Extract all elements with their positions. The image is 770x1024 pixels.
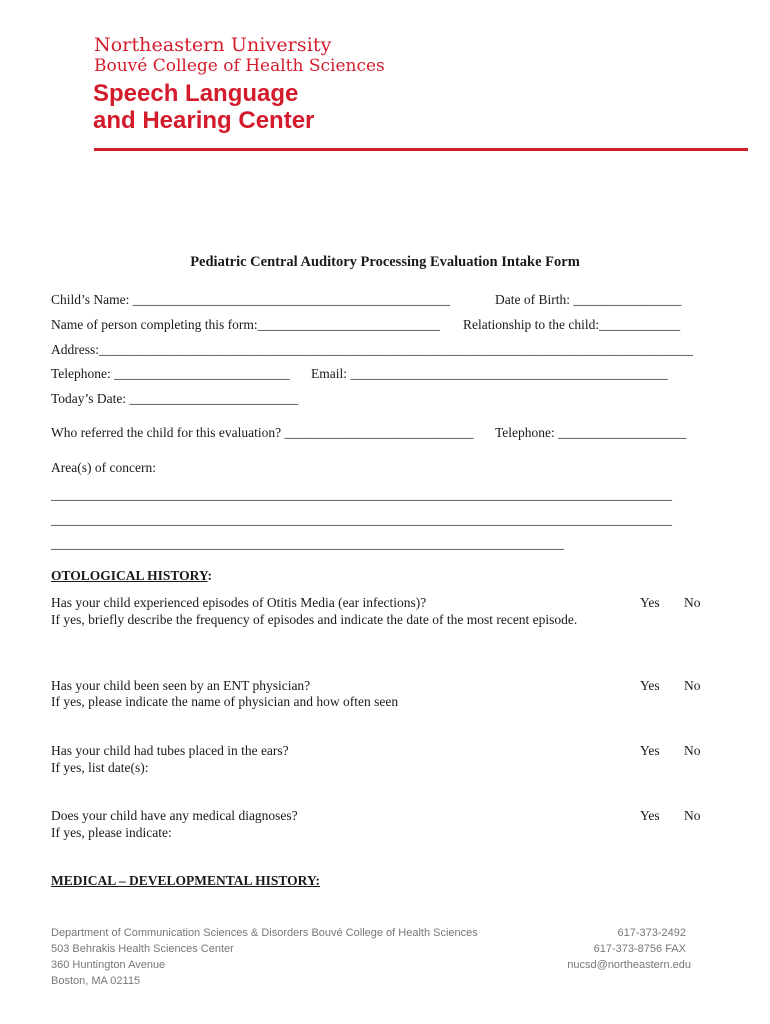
footer-email[interactable]: nucsd@northeastern.edu (567, 959, 691, 971)
footer-phone: 617-373-2492 (617, 927, 686, 939)
concern-line[interactable]: ____________________________________________________________________________________________ (51, 487, 672, 502)
otological-heading-colon: : (207, 568, 212, 583)
header-divider (94, 148, 748, 151)
no-option[interactable]: No (684, 678, 701, 693)
center-name-line1: Speech Language (93, 80, 299, 107)
yes-option[interactable]: Yes (640, 743, 660, 758)
footer-address-line: 503 Behrakis Health Sciences Center (51, 943, 234, 955)
form-title: Pediatric Central Auditory Processing Evaluation Intake Form (190, 254, 580, 270)
date-of-birth-field[interactable]: Date of Birth: ________________ (495, 292, 682, 307)
otological-heading-text: OTOLOGICAL HISTORY (51, 568, 208, 583)
yes-option[interactable]: Yes (640, 595, 660, 610)
no-option[interactable]: No (684, 595, 701, 610)
referral-field[interactable]: Who referred the child for this evaluation? ____________________________ (51, 425, 474, 440)
concern-line[interactable]: ____________________________________________________________________________________________ (51, 512, 672, 527)
question-subtext: If yes, list date(s): (51, 760, 149, 775)
no-option[interactable]: No (684, 743, 701, 758)
question-subtext: If yes, please indicate: (51, 825, 172, 840)
question-text: Has your child been seen by an ENT physician? (51, 678, 311, 693)
medical-history-heading: MEDICAL – DEVELOPMENTAL HISTORY: (51, 873, 320, 888)
question-subtext: If yes, please indicate the name of physician and how often seen (51, 694, 399, 709)
question-text: Has your child experienced episodes of Otitis Media (ear infections)? (51, 595, 427, 610)
footer-address-line: 360 Huntington Avenue (51, 959, 166, 971)
center-name-line2: and Hearing Center (93, 107, 315, 134)
yes-option[interactable]: Yes (640, 808, 660, 823)
question-subtext: If yes, briefly describe the frequency of episodes and indicate the date of the most recent episode. (51, 612, 578, 627)
university-name: Northeastern University (94, 34, 332, 56)
address-field[interactable]: Address:________________________________________________________________________________________ (51, 342, 693, 357)
completer-name-field[interactable]: Name of person completing this form:___________________________ (51, 317, 440, 332)
footer-address-line: Department of Communication Sciences & Disorders Bouvé College of Health Sciences (51, 927, 478, 939)
no-option[interactable]: No (684, 808, 701, 823)
question-text: Has your child had tubes placed in the ears? (51, 743, 289, 758)
otological-history-heading (51, 568, 212, 584)
question-text: Does your child have any medical diagnoses? (51, 808, 298, 823)
telephone-field[interactable]: Telephone: __________________________ (51, 366, 290, 381)
footer-address-line: Boston, MA 02115 (51, 975, 141, 987)
child-name-field[interactable]: Child’s Name: _______________________________________________ (51, 292, 450, 307)
todays-date-field[interactable]: Today’s Date: _________________________ (51, 391, 299, 406)
footer-fax: 617-373-8756 FAX (593, 943, 686, 955)
email-field[interactable]: Email: _______________________________________________ (311, 366, 668, 381)
referral-telephone-field[interactable]: Telephone: ___________________ (495, 425, 687, 440)
yes-option[interactable]: Yes (640, 678, 660, 693)
concern-label: Area(s) of concern: (51, 460, 156, 475)
college-name: Bouvé College of Health Sciences (94, 56, 385, 76)
relationship-field[interactable]: Relationship to the child:____________ (463, 317, 681, 332)
concern-line[interactable]: ____________________________________________________________________________ (51, 536, 564, 551)
